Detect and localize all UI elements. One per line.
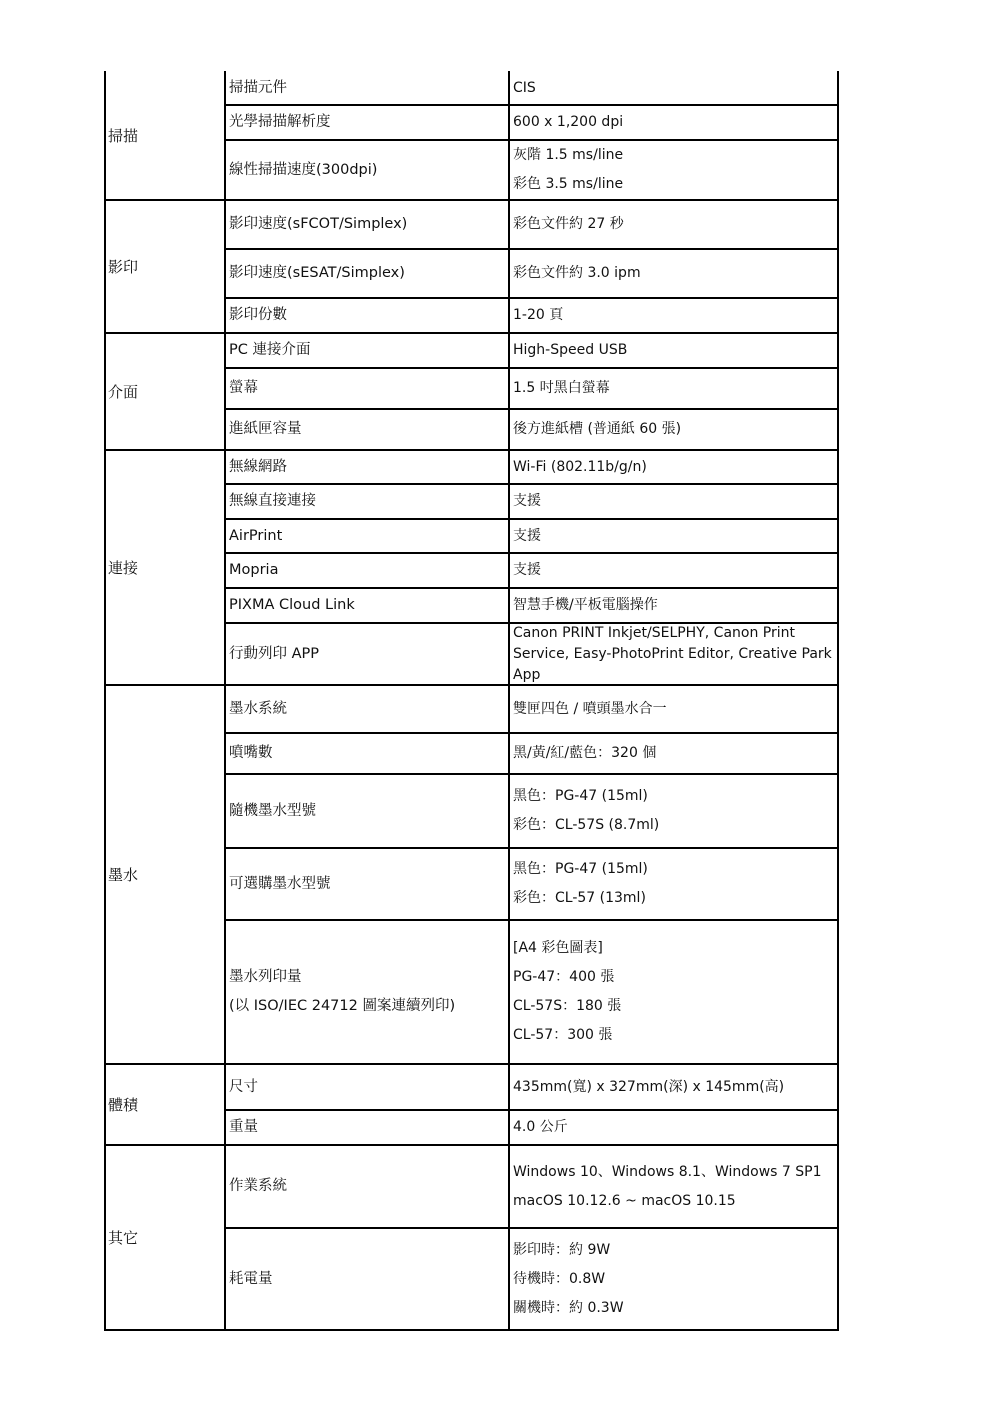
spec-label-cell [225,105,509,140]
spec-value-cell [509,140,838,200]
spec-value: 435mm(寬) x 327mm(深) x 145mm(高) [513,1078,785,1095]
spec-value-cell [509,249,838,298]
spec-label-cell [225,685,509,733]
spec-label-cell [225,298,509,333]
spec-value: 後方進紙槽 (普通紙 60 張) [513,421,682,437]
spec-value: 彩色 3.5 ms/line [513,176,624,192]
spec-label-cell [225,450,509,484]
category-cell [104,685,225,1064]
spec-label: 線性掃描速度(300dpi) [229,161,378,178]
spec-label-cell [225,848,509,920]
spec-label: 進紙匣容量 [229,421,302,437]
spec-value-cell [509,1228,838,1330]
spec-label-cell [225,249,509,298]
table-rule [225,1329,839,1331]
spec-label-cell [225,1064,509,1110]
spec-label: 可選購墨水型號 [229,875,331,892]
spec-label: 螢幕 [229,380,258,396]
spec-value: 雙匣四色 / 噴頭墨水合一 [513,700,667,717]
spec-value: 彩色文件約 3.0 ipm [513,265,641,281]
spec-value: Wi-Fi (802.11b/g/n) [513,458,647,475]
spec-value-cell [509,71,838,105]
spec-value-cell [509,1064,838,1110]
spec-value: 支援 [513,493,541,509]
category-cell [104,200,225,333]
spec-label: 光學掃描解析度 [229,114,331,130]
spec-value: 支援 [513,562,541,578]
spec-label: PIXMA Cloud Link [229,597,355,613]
spec-value: 黑/黃/紅/藍色：320 個 [513,745,657,761]
spec-value-cell [509,1145,838,1228]
spec-label: PC 連接介面 [229,342,311,358]
category-cell [104,71,225,200]
spec-value-cell [509,368,838,409]
spec-value: 灰階 1.5 ms/line [513,147,624,163]
spec-label: 影印速度(sESAT/Simplex) [229,265,405,281]
table-rule [104,71,106,1331]
spec-value: 影印時：約 9W [513,1241,611,1258]
category-label: 介面 [108,383,139,401]
spec-value: 彩色文件約 27 秒 [513,216,624,232]
spec-value-cell [509,450,838,484]
spec-value: PG-47：400 張 [513,969,615,985]
spec-label-cell [225,920,509,1064]
spec-value: 待機時：0.8W [513,1270,606,1287]
spec-label-cell [225,71,509,105]
spec-label: 行動列印 APP [229,645,320,662]
spec-label: 噴嘴數 [229,745,273,761]
spec-label-cell [225,140,509,200]
spec-label: 無線直接連接 [229,493,316,509]
spec-value-cell [509,484,838,519]
spec-label-cell [225,623,509,685]
spec-value: CIS [513,79,536,96]
spec-label-cell [225,409,509,450]
spec-value-cell [509,200,838,249]
spec-value: Canon PRINT Inkjet/SELPHY, Canon Print [513,624,795,641]
table-rule [508,71,510,1331]
spec-label: 作業系統 [229,1178,287,1194]
spec-value-cell [509,685,838,733]
category-label: 影印 [108,258,139,276]
category-label: 掃描 [108,127,139,145]
spec-label-cell [225,333,509,368]
spec-label: 影印份數 [229,307,287,323]
spec-value-cell [509,333,838,368]
spec-value-cell [509,519,838,553]
spec-value: Windows 10、Windows 8.1、Windows 7 SP1 [513,1163,822,1180]
spec-value: 黑色：PG-47 (15ml) [513,861,648,877]
category-cell [104,333,225,450]
spec-label-cell [225,368,509,409]
spec-value: 1-20 頁 [513,307,564,323]
spec-value-cell [509,623,838,685]
category-cell [104,1145,225,1330]
spec-value-cell [509,733,838,774]
spec-value-cell [509,588,838,623]
spec-label-cell [225,774,509,848]
spec-label-cell [225,1145,509,1228]
spec-value: CL-57：300 張 [513,1027,613,1043]
spec-label-cell [225,588,509,623]
spec-value: 彩色：CL-57 (13ml) [513,890,646,906]
spec-label: 掃描元件 [229,79,287,96]
spec-value: 關機時：約 0.3W [513,1299,624,1316]
spec-label: 尺寸 [229,1078,258,1095]
spec-value-cell [509,774,838,848]
spec-label: 墨水系統 [229,700,287,717]
spec-label-cell [225,519,509,553]
spec-value: High-Speed USB [513,342,628,358]
spec-label: Mopria [229,562,279,578]
spec-label-cell [225,484,509,519]
spec-value: 600 x 1,200 dpi [513,114,624,130]
spec-value: 智慧手機/平板電腦操作 [513,597,658,613]
spec-value: App [513,666,541,683]
spec-value: 4.0 公斤 [513,1119,568,1135]
spec-label-cell [225,200,509,249]
spec-label: (以 ISO/IEC 24712 圖案連續列印) [229,998,456,1014]
spec-label-cell [225,733,509,774]
spec-value: [A4 彩色圖表] [513,940,603,956]
spec-value-cell [509,105,838,140]
spec-value-cell [509,920,838,1064]
spec-label-cell [225,553,509,588]
spec-label: 耗電量 [229,1270,273,1287]
spec-label: 影印速度(sFCOT/Simplex) [229,216,408,232]
spec-value-cell [509,553,838,588]
category-label: 墨水 [108,866,139,884]
spec-value-cell [509,298,838,333]
spec-label-cell [225,1110,509,1145]
spec-value: 彩色：CL-57S (8.7ml) [513,817,660,833]
spec-label: 無線網路 [229,458,287,475]
spec-label: AirPrint [229,527,283,544]
spec-label: 墨水列印量 [229,969,302,985]
category-cell [104,1064,225,1145]
spec-value-cell [509,1110,838,1145]
spec-label: 隨機墨水型號 [229,802,316,819]
spec-value: Service, Easy-PhotoPrint Editor, Creative Park [513,645,832,662]
category-label: 體積 [108,1096,139,1114]
category-cell [104,450,225,685]
spec-value: 黑色：PG-47 (15ml) [513,788,648,804]
spec-value: CL-57S：180 張 [513,998,622,1014]
table-rule [837,71,839,1331]
spec-label-cell [225,1228,509,1330]
spec-value: 1.5 吋黑白螢幕 [513,380,610,396]
spec-value: macOS 10.12.6 ~ macOS 10.15 [513,1192,736,1209]
spec-value-cell [509,848,838,920]
category-label: 其它 [108,1229,139,1247]
spec-label: 重量 [229,1119,258,1135]
table-rule [224,71,226,1331]
spec-value-cell [509,409,838,450]
spec-value: 支援 [513,527,541,544]
table-rule [104,1329,225,1331]
category-label: 連接 [108,559,139,577]
